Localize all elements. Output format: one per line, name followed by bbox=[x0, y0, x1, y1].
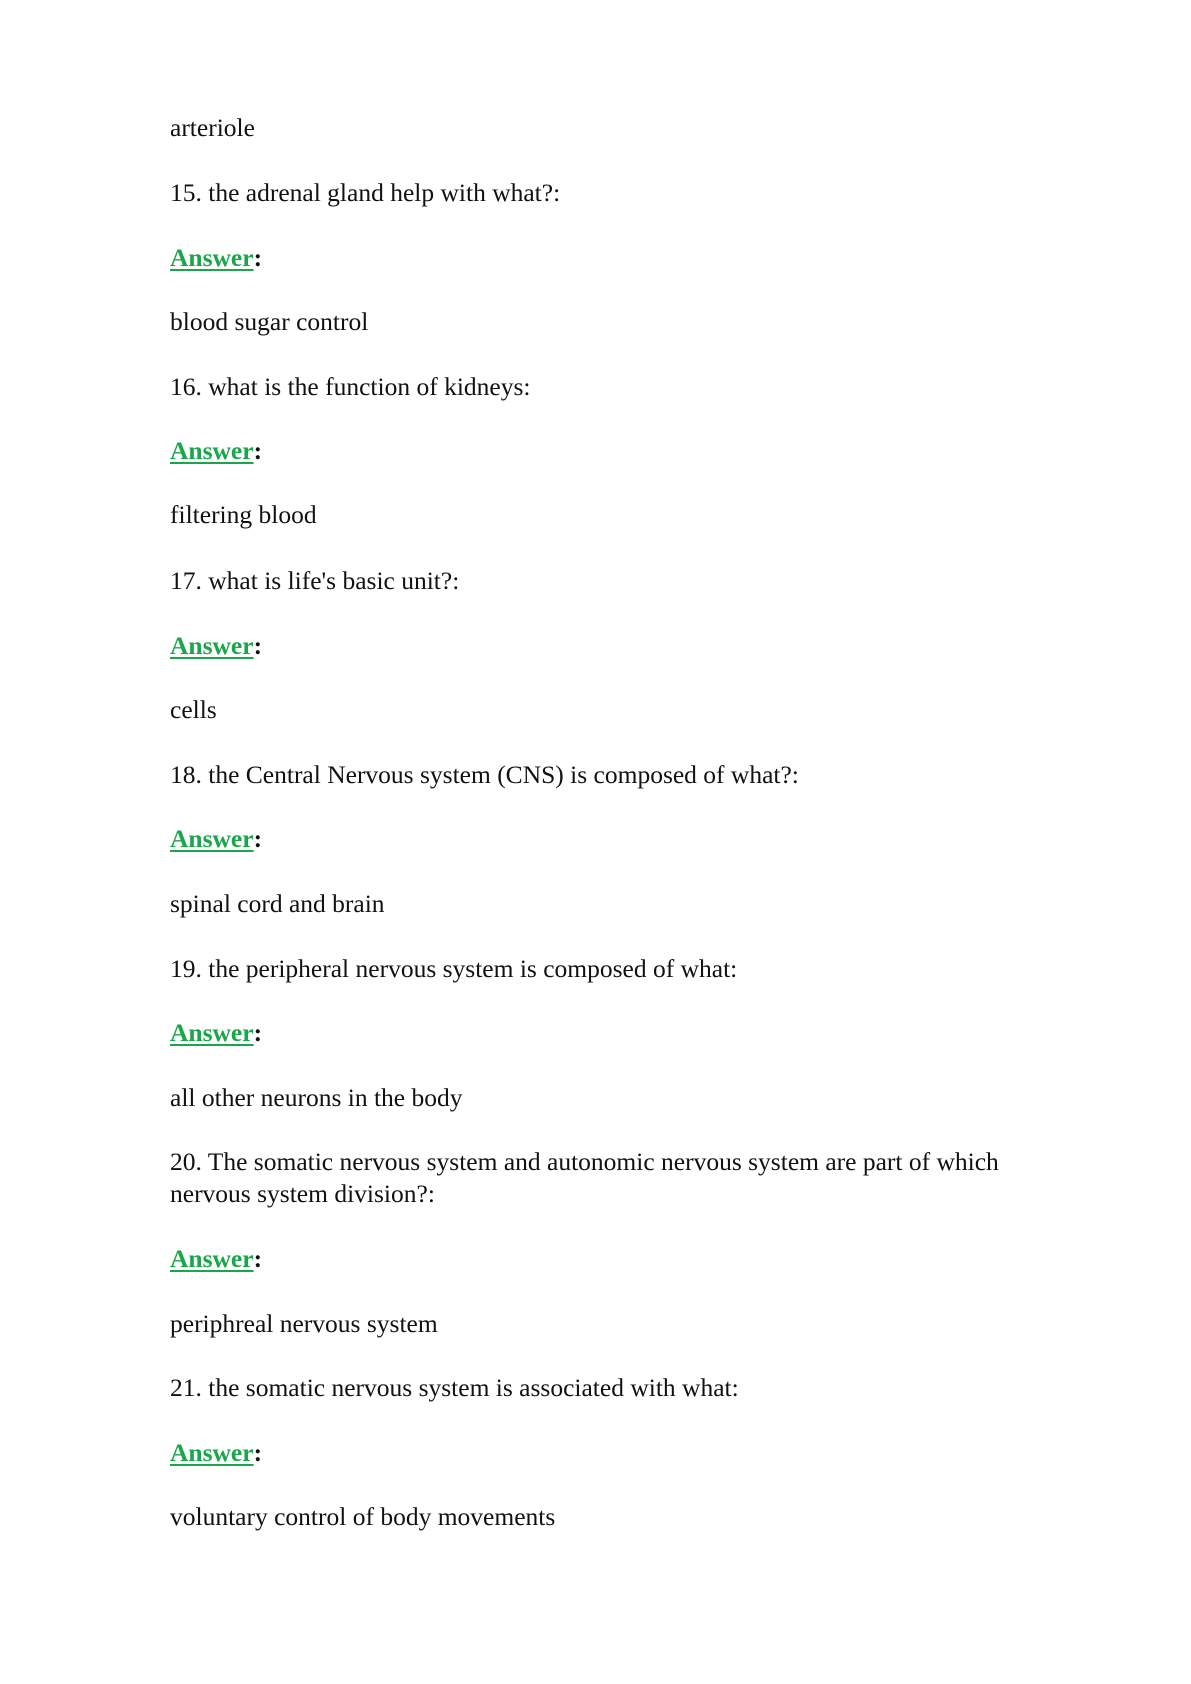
answer-label-word: Answer bbox=[170, 1244, 254, 1273]
answer-label bbox=[170, 630, 262, 662]
question-text: 18. the Central Nervous system (CNS) is composed of what?: bbox=[170, 760, 799, 789]
answer-label-colon: : bbox=[253, 631, 263, 660]
answer-label-word: Answer bbox=[170, 243, 254, 272]
answer-label-word: Answer bbox=[170, 824, 254, 853]
answer-label bbox=[170, 823, 262, 855]
answer-text: filtering blood bbox=[170, 500, 317, 529]
question-text: 17. what is life's basic unit?: bbox=[170, 566, 460, 595]
answer-text: blood sugar control bbox=[170, 307, 369, 336]
answer-label-word: Answer bbox=[170, 1018, 254, 1047]
answer-label bbox=[170, 1437, 262, 1469]
answer-label bbox=[170, 1017, 262, 1049]
answer-label-colon: : bbox=[253, 824, 263, 853]
question-text: 16. what is the function of kidneys: bbox=[170, 372, 531, 401]
answer-text: spinal cord and brain bbox=[170, 889, 385, 918]
answer-text: cells bbox=[170, 695, 217, 724]
answer-label-colon: : bbox=[253, 1018, 263, 1047]
answer-label-word: Answer bbox=[170, 631, 254, 660]
answer-text: periphreal nervous system bbox=[170, 1309, 438, 1338]
question-text: 15. the adrenal gland help with what?: bbox=[170, 178, 561, 207]
answer-text: all other neurons in the body bbox=[170, 1083, 463, 1112]
answer-text: arteriole bbox=[170, 113, 255, 142]
answer-label bbox=[170, 242, 262, 274]
answer-label bbox=[170, 1243, 262, 1275]
answer-label-colon: : bbox=[253, 436, 263, 465]
answer-label-colon: : bbox=[253, 1244, 263, 1273]
answer-text: voluntary control of body movements bbox=[170, 1502, 556, 1531]
answer-label-word: Answer bbox=[170, 436, 254, 465]
question-text: 21. the somatic nervous system is associated with what: bbox=[170, 1373, 739, 1402]
question-text: 19. the peripheral nervous system is composed of what: bbox=[170, 954, 738, 983]
question-text: 20. The somatic nervous system and autonomic nervous system are part of which nervous system division?: bbox=[170, 1147, 999, 1208]
answer-label-word: Answer bbox=[170, 1438, 254, 1467]
answer-label bbox=[170, 435, 262, 467]
answer-label-colon: : bbox=[253, 1438, 263, 1467]
answer-label-colon: : bbox=[253, 243, 263, 272]
